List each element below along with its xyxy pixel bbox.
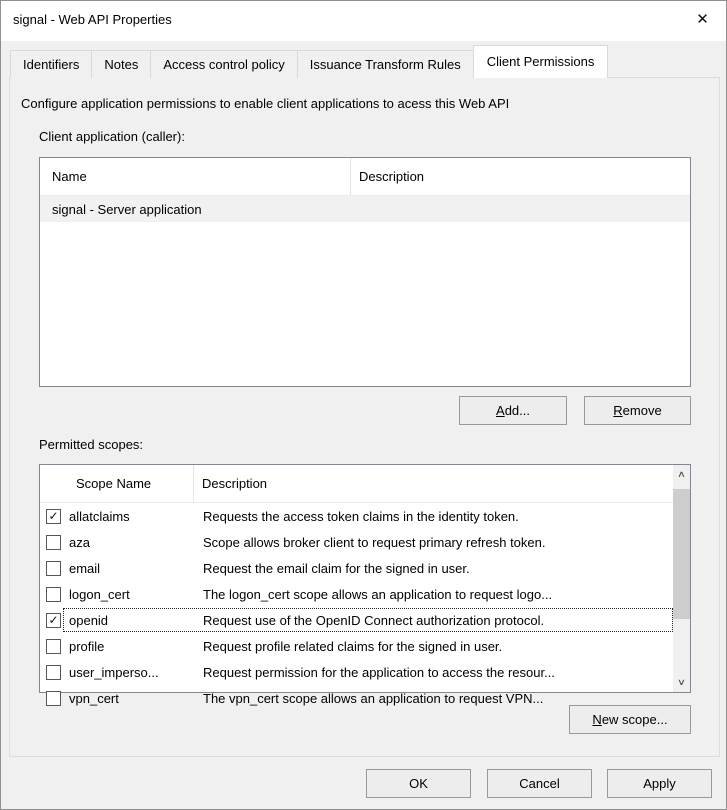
client-list-header: [40, 158, 690, 196]
client-application-list: [39, 157, 691, 387]
scope-description: Request profile related claims for the signed in user.: [203, 638, 503, 654]
scope-row-body: [63, 582, 673, 606]
title-bar: [1, 1, 726, 41]
column-header-name[interactable]: Name: [40, 158, 351, 195]
scope-description: Request permission for the application to access the resour...: [203, 664, 555, 680]
close-icon: ✕: [696, 11, 709, 28]
column-header-description[interactable]: Description: [359, 169, 425, 184]
scope-row-body: [63, 660, 673, 684]
scope-row-user-impersonation[interactable]: [40, 659, 673, 685]
scope-checkbox[interactable]: [46, 561, 61, 576]
scope-row-body: [63, 634, 673, 658]
remove-button[interactable]: R emove: [584, 396, 691, 425]
scope-row-allatclaims[interactable]: [40, 503, 673, 529]
scope-checkbox[interactable]: [46, 639, 61, 654]
instruction-text: Configure application permissions to enable client applications to acess this Web API: [21, 96, 510, 111]
scope-name: vpn_cert: [69, 690, 119, 706]
cancel-button[interactable]: Cancel: [487, 769, 592, 798]
scope-name: logon_cert: [69, 586, 130, 602]
scope-row-body: [63, 608, 673, 632]
scope-name: aza: [69, 534, 90, 550]
tab-identifiers[interactable]: [10, 50, 92, 78]
tab-strip: [10, 45, 607, 78]
tab-label: Issuance Transform Rules: [309, 57, 461, 72]
tab-label: Access control policy: [163, 57, 285, 72]
scope-row-logon-cert[interactable]: [40, 581, 673, 607]
apply-button[interactable]: Apply: [607, 769, 712, 798]
scope-name: profile: [69, 638, 105, 654]
tab-notes[interactable]: [91, 50, 151, 78]
scope-name: user_imperso...: [69, 664, 159, 680]
scope-checkbox[interactable]: [46, 587, 61, 602]
permitted-scopes-list: [39, 464, 691, 706]
check-icon: ✓: [48, 508, 59, 523]
scope-checkbox[interactable]: [46, 535, 61, 550]
scope-row-profile[interactable]: [40, 633, 673, 659]
tab-label: Client Permissions: [486, 54, 595, 69]
scope-description: The logon_cert scope allows an application to request logo...: [203, 586, 553, 602]
scope-row-email[interactable]: [40, 555, 673, 581]
tab-label: Notes: [104, 57, 139, 72]
column-header-description[interactable]: Description: [202, 476, 268, 491]
close-button[interactable]: [680, 2, 725, 36]
scope-checkbox[interactable]: [46, 613, 61, 628]
scope-description: Requests the access token claims in the identity token.: [203, 508, 519, 524]
client-row[interactable]: [40, 196, 690, 222]
scope-description: The vpn_cert scope allows an application to request VPN...: [203, 690, 544, 706]
tab-issuance-transform-rules[interactable]: [297, 50, 474, 78]
ok-button[interactable]: OK: [366, 769, 471, 798]
add-button[interactable]: A dd...: [459, 396, 567, 425]
client-application-label: Client application (caller):: [39, 129, 185, 144]
scope-row-body: [63, 556, 673, 580]
scroll-down-icon[interactable]: ∨: [677, 677, 686, 687]
scope-list-scrollbar[interactable]: [673, 465, 690, 692]
scope-description: Request use of the OpenID Connect authorization protocol.: [203, 612, 545, 628]
permitted-scopes-label: Permitted scopes:: [39, 437, 144, 452]
scope-rows: [40, 503, 673, 706]
new-scope-button[interactable]: N ew scope...: [569, 705, 691, 734]
scope-checkbox[interactable]: [46, 665, 61, 680]
scope-row-aza[interactable]: [40, 529, 673, 555]
scope-list-header: [40, 465, 673, 503]
scope-name: allatclaims: [69, 508, 130, 524]
tab-client-permissions[interactable]: [473, 45, 609, 78]
scrollbar-thumb[interactable]: [673, 489, 690, 619]
scope-description: Request the email claim for the signed in user.: [203, 560, 470, 576]
scope-row-body: [63, 504, 673, 528]
scope-name: openid: [69, 612, 109, 628]
scope-description: Scope allows broker client to request primary refresh token.: [203, 534, 546, 550]
scope-checkbox[interactable]: [46, 509, 61, 524]
scope-row-openid[interactable]: [40, 607, 673, 633]
scope-name: email: [69, 560, 101, 576]
scope-row-body: [63, 530, 673, 554]
tab-access-control-policy[interactable]: [150, 50, 297, 78]
column-header-scope-name[interactable]: Scope Name: [40, 465, 194, 502]
tab-label: Identifiers: [23, 57, 80, 72]
scroll-up-icon[interactable]: ∧: [677, 469, 686, 479]
client-name: signal - Server application: [52, 201, 202, 217]
window-title: signal - Web API Properties: [13, 12, 172, 27]
scope-checkbox[interactable]: [46, 691, 61, 706]
check-icon: ✓: [48, 612, 59, 627]
